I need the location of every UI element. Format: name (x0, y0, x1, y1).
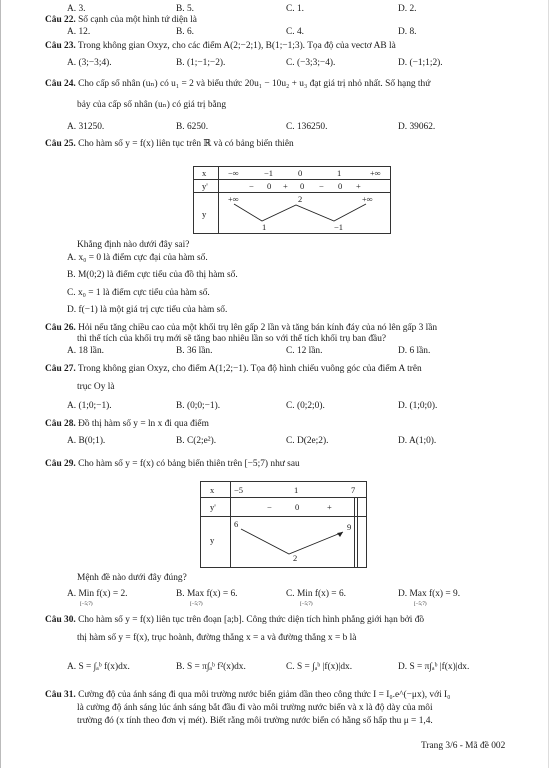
question-29-prompt: Mệnh đề nào dưới đây đúng? (77, 573, 187, 583)
dy-sign: 0 (300, 181, 305, 191)
q22-option-d: D. 8. (398, 27, 417, 37)
q23-option-c: C. (−3;3;−4). (286, 58, 336, 68)
y-value: +∞ (228, 194, 239, 204)
x-value: +∞ (370, 168, 381, 178)
question-22-stem: Câu 22. Số cạnh của một hình tứ diện là (45, 15, 197, 25)
q24-option-d: D. 39062. (398, 122, 436, 132)
option-a: A. 3. (67, 4, 86, 14)
y-label: y (210, 535, 215, 545)
y-value: 9 (347, 522, 352, 532)
dy-label: y' (202, 181, 208, 191)
y-value: 1 (262, 222, 267, 232)
x-value: 1 (337, 168, 342, 178)
y-value: +∞ (362, 194, 373, 204)
q27-option-d: D. (1;0;0). (398, 401, 438, 411)
y-label: y (202, 209, 207, 219)
q29-option-c-subscript: [−5;7) (300, 602, 313, 607)
q23-option-b: B. (1;−1;−2). (176, 58, 226, 68)
q24-option-a: A. 31250. (67, 122, 105, 132)
q23-option-d: D. (−1;1;2). (398, 58, 443, 68)
q27-option-a: A. (1;0;−1). (67, 401, 112, 411)
q26-option-a: A. 18 lần. (67, 346, 104, 356)
question-30-stem-line2: thị hàm số y = f(x), trục hoành, đường thẳng x = a và đường thẳng x = b là (77, 633, 357, 643)
question-31-stem-line1: Câu 31. Cường độ của ánh sáng đi qua môi trường nước biển giảm dần theo công thức I = I₀.e^(−μx), với I₀ (45, 690, 451, 700)
q22-option-a: A. 12. (67, 27, 91, 37)
dy-sign: − (267, 502, 272, 512)
variation-table-q29 (200, 481, 367, 568)
option-c: C. 1. (286, 4, 304, 14)
x-value: 0 (298, 168, 303, 178)
question-31-stem-line2: là cường độ ánh sáng lúc ánh sáng bắt đầu đi vào môi trường nước biển và x là độ dày của môi (77, 703, 433, 713)
x-label: x (202, 168, 207, 178)
q22-option-b: B. 6. (176, 27, 194, 37)
question-30-stem-line1: Câu 30. Cho hàm số y = f(x) liên tục trên đoạn [a;b]. Công thức diện tích hình phẳng giới hạn bởi đồ (45, 615, 425, 625)
q30-option-b: B. S = π∫ₐᵇ f²(x)dx. (176, 662, 246, 672)
x-value: 7 (351, 485, 356, 495)
x-value: −5 (234, 485, 244, 495)
page-footer: Trang 3/6 - Mã đề 002 (421, 741, 506, 751)
variation-arrows (194, 167, 390, 233)
q27-option-b: B. (0;0;−1). (176, 401, 221, 411)
q28-option-b: B. C(2;e²). (176, 436, 217, 446)
q29-option-c: C. Min f(x) = 6. (286, 589, 346, 599)
variation-arrows (201, 482, 366, 567)
q22-option-c: C. 4. (286, 27, 304, 37)
x-value: −1 (264, 168, 274, 178)
dy-sign: + (283, 181, 288, 191)
option-b: B. 5. (176, 4, 194, 14)
dy-label: y' (210, 502, 216, 512)
dy-sign: 0 (338, 181, 343, 191)
y-value: 2 (298, 194, 303, 204)
q25-option-a: A. x₀ = 0 là điểm cực đại của hàm số. (67, 253, 208, 263)
q29-option-a: A. Min f(x) = 2. (67, 589, 128, 599)
q30-option-c: C. S = ∫ₐᵇ |f(x)|dx. (286, 662, 353, 672)
dy-sign: + (356, 181, 361, 191)
q25-option-b: B. M(0;2) là điểm cực tiểu của đồ thị hàm số. (67, 270, 238, 280)
variation-table-q25 (193, 166, 391, 234)
q26-option-d: D. 6 lần. (398, 346, 431, 356)
q30-option-d: D. S = π∫ₐᵇ |f(x)|dx. (398, 662, 470, 672)
x-value: −∞ (228, 168, 239, 178)
y-value: 6 (234, 519, 239, 529)
y-value: 2 (293, 553, 298, 563)
q28-option-c: C. D(2e;2). (286, 436, 329, 446)
question-27-stem-line1: Câu 27. Trong không gian Oxyz, cho điểm A(1;2;−1). Tọa độ hình chiếu vuông góc của điểm A trên (45, 364, 422, 374)
q26-option-b: B. 36 lần. (176, 346, 213, 356)
q26-option-c: C. 12 lần. (286, 346, 323, 356)
q28-option-d: D. A(1;0). (398, 436, 437, 446)
q24-option-b: B. 6250. (176, 122, 209, 132)
question-26-stem-line2: thì thể tích của khối trụ mới sẽ tăng bao nhiêu lần so với thể tích khối trụ ban đầu? (77, 334, 387, 344)
q29-option-a-subscript: [−5;7) (80, 602, 93, 607)
question-24-stem-line1: Câu 24. Cho cấp số nhân (uₙ) có u₁ = 2 và biểu thức 20u₁ − 10u₂ + u₃ đạt giá trị nhỏ nhất. Số hạng thứ (45, 79, 431, 89)
dy-sign: − (249, 181, 254, 191)
question-28-stem: Câu 28. Đồ thị hàm số y = ln x đi qua điểm (45, 419, 209, 429)
x-value: 1 (294, 485, 299, 495)
question-23-stem: Câu 23. Trong không gian Oxyz, cho các điểm A(2;−2;1), B(1;−1;3). Tọa độ của vectơ AB là (45, 41, 396, 51)
question-25-prompt: Khẳng định nào dưới đây sai? (77, 240, 190, 250)
q27-option-c: C. (0;2;0). (286, 401, 325, 411)
dy-sign: 0 (295, 502, 300, 512)
question-27-stem-line2: trục Oy là (77, 382, 115, 392)
question-25-stem: Câu 25. Cho hàm số y = f(x) liên tục trên ℝ và có bảng biến thiên (45, 139, 294, 149)
question-26-stem-line1: Câu 26. Hỏi nếu tăng chiều cao của một khối trụ lên gấp 2 lần và tăng bán kính đáy của nó lên gấp 3 lần (45, 323, 438, 333)
q25-option-c: C. x₀ = 1 là điểm cực tiểu của hàm số. (67, 288, 210, 298)
q28-option-a: A. B(0;1). (67, 436, 106, 446)
dy-sign: + (327, 502, 332, 512)
dy-sign: − (319, 181, 324, 191)
q29-option-b: B. Max f(x) = 6. (176, 589, 238, 599)
q29-option-d: D. Max f(x) = 9. (398, 589, 461, 599)
question-24-stem-line2: bảy của cấp số nhân (uₙ) có giá trị bằng (77, 100, 227, 110)
option-d: D. 2. (398, 4, 417, 14)
q24-option-c: C. 136250. (286, 122, 328, 132)
dy-sign: 0 (267, 181, 272, 191)
q25-option-d: D. f(−1) là một giá trị cực tiểu của hàm số. (67, 305, 228, 315)
q23-option-a: A. (3;−3;4). (67, 58, 112, 68)
question-31-stem-line3: trường đó (x tính theo đơn vị mét). Biết rằng môi trường nước biển có hằng số hấp thu μ = 1,4. (77, 716, 433, 726)
q30-option-a: A. S = ∫ₐᵇ f(x)dx. (67, 662, 130, 672)
q29-option-b-subscript: [−5;7) (190, 602, 203, 607)
q29-option-d-subscript: [−5;7) (414, 602, 427, 607)
x-label: x (210, 485, 215, 495)
question-29-stem: Câu 29. Cho hàm số y = f(x) có bảng biến thiên trên [−5;7) như sau (45, 459, 300, 469)
y-value: −1 (334, 222, 344, 232)
